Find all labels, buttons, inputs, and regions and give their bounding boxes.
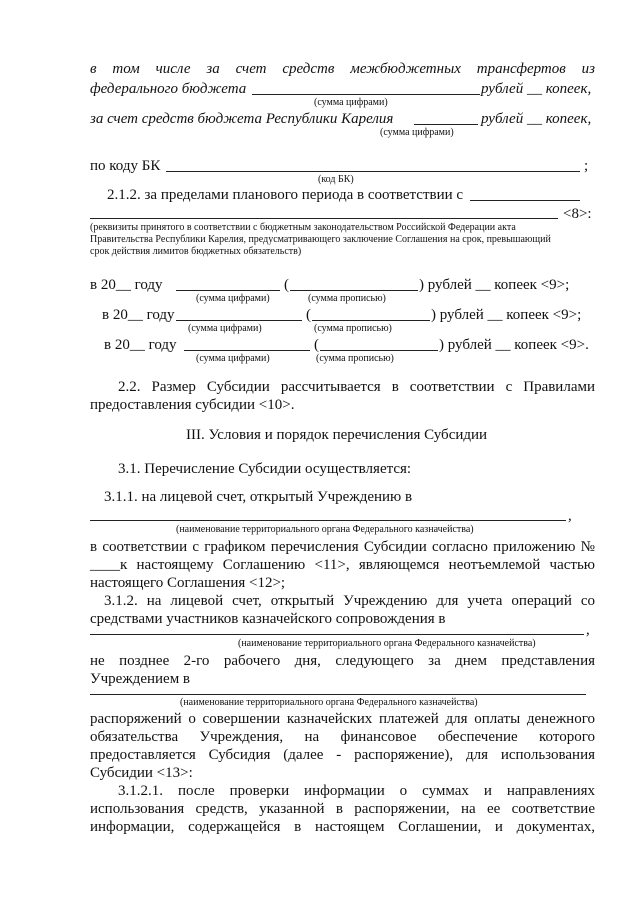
year-row-1-digits[interactable] [176, 290, 280, 291]
karelia-budget-label: за счет средств бюджета Республики Карелия [90, 111, 394, 127]
year-row-1-cap-words: (сумма прописью) [308, 293, 386, 304]
caption-sum-digits-1: (сумма цифрами) [314, 97, 388, 108]
section-3-heading: III. Условия и порядок перечисления Субсидии [186, 427, 488, 443]
clause-2-1-2-field[interactable] [470, 200, 580, 201]
clause-2-2-line-1: 2.2. Размер Субсидии рассчитывается в соответствии с Правилами [118, 379, 595, 395]
clause-3-1-2-line-3: не позднее 2-го рабочего дня, следующего за днем представления [90, 653, 595, 669]
year-row-2-words[interactable] [312, 320, 430, 321]
clause-3-1-1: 3.1.1. на лицевой счет, открытый Учреждению в [104, 489, 413, 505]
caption-treasury-1: (наименование территориального органа Федерального казначейства) [176, 524, 474, 535]
year-row-1-rub: ) рублей __ копеек <9>; [419, 277, 570, 293]
year-row-1-cap-digits: (сумма цифрами) [196, 293, 270, 304]
clause-2-2-line-2: предоставления субсидии <10>. [90, 397, 295, 413]
treasury-comma-1: , [568, 508, 572, 524]
year-row-2-cap-digits: (сумма цифрами) [188, 323, 262, 334]
clause-3-1-2-line-1: 3.1.2. на лицевой счет, открытый Учреждению для учета операций со [104, 593, 595, 609]
requisites-field[interactable] [90, 218, 558, 219]
year-row-2-label: в 20__ году [102, 307, 175, 323]
year-row-3-words[interactable] [320, 350, 438, 351]
year-row-3-cap-words: (сумма прописью) [316, 353, 394, 364]
note-line-3: срок действия лимитов бюджетных обязательств) [90, 246, 302, 257]
year-row-2-paren: ( [306, 307, 311, 323]
clause-3-1-2-line-8: Субсидии <13>: [90, 765, 193, 781]
clause-3-1-2-line-7: предоставляется Субсидия (далее - распоряжение), для использования [90, 747, 595, 763]
year-row-1-paren: ( [284, 277, 289, 293]
clause-3-1-2-1-line-2: использования средств, указанной в распоряжении, на ее соответствие [90, 801, 595, 817]
clause-3-1-2-line-6: обязательства Учреждения, на финансовое обеспечение которого [90, 729, 595, 745]
federal-sum-field[interactable] [252, 94, 480, 95]
note-line-2: Правительства Республики Карелия, предусматривающего заключение Соглашения на срок, превышающий [90, 234, 551, 245]
year-row-1-label: в 20__ году [90, 277, 163, 293]
year-row-2-rub: ) рублей __ копеек <9>; [431, 307, 582, 323]
clause-3-1-2-line-2: средствами участников казначейского сопровождения в [90, 611, 446, 627]
kod-bk-field[interactable] [166, 171, 580, 172]
treasury-comma-2: , [586, 622, 590, 638]
note-line-1: (реквизиты принятого в соответствии с бюджетным законодательством Российской Федерации акта [90, 222, 516, 233]
year-row-2-digits[interactable] [176, 320, 302, 321]
karelia-sum-field[interactable] [414, 124, 478, 125]
year-row-3-label: в 20__ году [104, 337, 177, 353]
treasury-field-2[interactable] [90, 634, 584, 635]
clause-3-1-2-1-line-3: информации, содержащейся в настоящем Соглашении, и документах, [90, 819, 595, 835]
clause-3-1-2-1-line-1: 3.1.2.1. после проверки информации о суммах и направлениях [118, 783, 595, 799]
caption-treasury-2: (наименование территориального органа Федерального казначейства) [238, 638, 536, 649]
year-row-3-paren: ( [314, 337, 319, 353]
caption-kod-bk: (код БК) [318, 174, 354, 185]
year-row-1-words[interactable] [290, 290, 418, 291]
federal-budget-label: федерального бюджета [90, 81, 247, 97]
year-row-3-cap-digits: (сумма цифрами) [196, 353, 270, 364]
clause-3-1-2-line-4: Учреждением в [90, 671, 191, 687]
caption-sum-digits-2: (сумма цифрами) [380, 127, 454, 138]
ref-8: <8>: [563, 206, 592, 222]
treasury-field-1[interactable] [90, 520, 566, 521]
clause-3-1-1-line-3: ____к настоящему Соглашению <11>, являющемся неотъемлемой частью [90, 557, 595, 573]
clause-3-1-1-line-4: настоящего Соглашения <12>; [90, 575, 286, 591]
clause-2-1-2: 2.1.2. за пределами планового периода в соответствии с [107, 187, 464, 203]
clause-3-1: 3.1. Перечисление Субсидии осуществляется: [118, 461, 412, 477]
rub-kop-2: рублей __ копеек, [481, 111, 592, 127]
year-row-3-digits[interactable] [184, 350, 310, 351]
rub-kop-1: рублей __ копеек, [481, 81, 592, 97]
caption-treasury-3: (наименование территориального органа Федерального казначейства) [180, 697, 478, 708]
year-row-2-cap-words: (сумма прописью) [314, 323, 392, 334]
clause-3-1-2-line-5: распоряжений о совершении казначейских платежей для оплаты денежного [90, 711, 595, 727]
clause-3-1-1-line-2: в соответствии с графиком перечисления Субсидии согласно приложению № [90, 539, 595, 555]
treasury-field-3[interactable] [90, 694, 586, 695]
kod-bk-label: по коду БК [90, 158, 161, 174]
year-row-3-rub: ) рублей __ копеек <9>. [439, 337, 589, 353]
funding-line-1: в том числе за счет средств межбюджетных трансфертов из [90, 61, 595, 77]
kod-bk-semicolon: ; [584, 158, 589, 174]
